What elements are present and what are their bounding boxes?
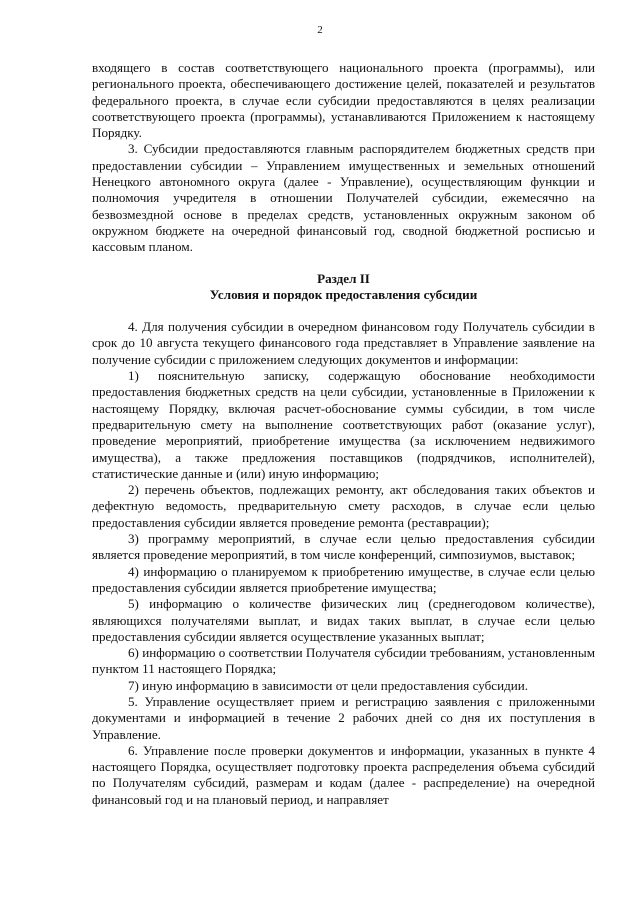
list-item-6: 6) информацию о соответствии Получателя субсидии требованиям, установленным пунктом 11 настоящего Порядка; [92, 645, 595, 677]
list-item-7: 7) иную информацию в зависимости от цели предоставления субсидии. [128, 677, 529, 693]
paragraph-6: 6. Управление после проверки документов и информации, указанных в пункте 4 настоящего Порядка, осуществляет подготовку проекта распределения объема субсидий по Получателям субсидий, размерам и кодам (далее - распределение) на очередной финансовый год и на плановый период, и направляет [92, 742, 595, 807]
section-title: Раздел II [317, 270, 370, 286]
list-item-1: 1) пояснительную записку, содержащую обоснование необходимости предоставления бюджетных средств на цели субсидии, установленные в Приложении к настоящему Порядку, включая расчет-обоснование суммы субсидии, в том числе предварительную смету на выполнение соответствующих работ (оказание услуг), проведение мероприятий, приобретение имущества (за исключением недвижимого имущества), а также предложения поставщиков (подрядчиков, исполнителей), статистические данные и (или) иную информацию; [92, 368, 595, 481]
paragraph-4: 4. Для получения субсидии в очередном финансовом году Получатель субсидии в срок до 10 августа текущего финансового года представляет в Управление заявление на получение субсидии с приложением следующих документов и информации: [92, 319, 595, 367]
paragraph-5: 5. Управление осуществляет прием и регистрацию заявления с приложенными документами и информацией в течение 2 рабочих дней со дня их поступления в Управление. [92, 693, 595, 742]
paragraph-3: 3. Субсидии предоставляются главным распорядителем бюджетных средств при предоставлении субсидии – Управлением имущественных и земельных отношений Ненецкого автономного округа (далее - Управление), осуществляющим функции и полномочия учредителя в отношении Получателей субсидии, ежемесячно на безвозмездной основе в пределах средств, установленных окружным законом об окружном бюджете на очередной финансовый год, сводной бюджетной росписью и кассовым планом. [92, 141, 595, 255]
list-item-2: 2) перечень объектов, подлежащих ремонту, акт обследования таких объектов и дефектную ведомость, предварительную смету расходов, в случае если целью предоставления субсидии является проведение ремонта (реставрации); [92, 482, 595, 530]
list-item-3: 3) программу мероприятий, в случае если целью предоставления субсидии является проведение мероприятий, в том числе конференций, симпозиумов, выставок; [92, 531, 595, 563]
list-item-4: 4) информацию о планируемом к приобретению имуществе, в случае если целью предоставления субсидии является приобретение имущества; [92, 563, 595, 595]
section-subtitle: Условия и порядок предоставления субсидии [209, 286, 478, 302]
document-body [92, 60, 595, 808]
list-item-5: 5) информацию о количестве физических лиц (среднегодовом количестве), являющихся получателями выплат, и видах таких выплат, в случае если целью предоставления субсидии является осуществление указанных выплат; [92, 596, 595, 644]
paragraph-continuation: входящего в состав соответствующего национального проекта (программы), или регионального проекта, обеспечивающего достижение целей, показателей и результатов федерального проекта, в случае если субсидии предоставляются в целях реализации соответствующего проекта (программы), устанавливаются Приложением к настоящему Порядку. [92, 60, 595, 141]
section-heading [92, 271, 595, 304]
page-number: 2 [317, 24, 323, 36]
